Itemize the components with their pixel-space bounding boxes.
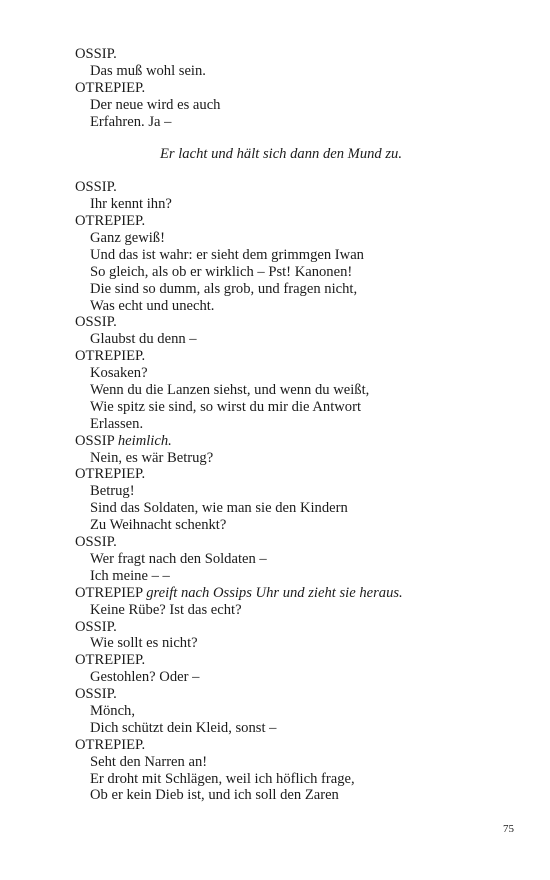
verse-line: Sind das Soldaten, wie man sie den Kindern	[90, 500, 348, 517]
verse-line: Und das ist wahr: er sieht dem grimmgen Iwan	[90, 246, 364, 263]
verse-line: Erfahren. Ja –	[90, 113, 172, 130]
speaker-name: OSSIP.	[75, 686, 117, 703]
speaker-line	[75, 314, 515, 331]
verse-line: Kosaken?	[90, 365, 148, 382]
speaker-line	[75, 652, 515, 669]
verse-line: Er droht mit Schlägen, weil ich höflich frage,	[90, 770, 355, 787]
dialogue-block	[75, 179, 515, 804]
verse-line: So gleich, als ob er wirklich – Pst! Kanonen!	[90, 263, 353, 280]
speaker-line	[75, 585, 515, 602]
speaker-line	[75, 213, 515, 230]
verse-line: Seht den Narren an!	[90, 753, 208, 770]
verse-line: Wenn du die Lanzen siehst, und wenn du weißt,	[90, 382, 370, 399]
verse-line: Wie sollt es nicht?	[90, 635, 198, 652]
speaker-line	[75, 348, 515, 365]
verse-line: Wer fragt nach den Soldaten –	[90, 550, 267, 567]
verse-line: Mönch,	[90, 702, 135, 719]
speaker-name: OTREPIEP.	[75, 736, 146, 753]
speaker-line	[75, 80, 515, 97]
verse-line: Zu Weihnacht schenkt?	[90, 517, 227, 534]
verse-line: Dich schützt dein Kleid, sonst –	[90, 719, 277, 736]
verse-line: Erlassen.	[90, 415, 144, 432]
verse-line: Der neue wird es auch	[90, 96, 221, 113]
speaker-name: OSSIP.	[75, 179, 117, 196]
speaker-line	[75, 737, 515, 754]
verse-line: Keine Rübe? Ist das echt?	[90, 601, 242, 618]
verse-line: Ihr kennt ihn?	[90, 196, 172, 213]
speaker-name: OSSIP.	[75, 46, 117, 62]
speaker-line	[75, 433, 515, 450]
verse-line: Wie spitz sie sind, so wirst du mir die Antwort	[90, 398, 361, 415]
speaker-line	[75, 534, 515, 551]
stage-direction: Er lacht und hält sich dann den Mund zu.	[160, 146, 402, 163]
verse-line: Nein, es wär Betrug?	[90, 449, 214, 466]
verse-line: Was echt und unecht.	[90, 297, 215, 314]
speaker-name: OTREPIEP.	[75, 652, 146, 669]
verse-line: Gestohlen? Oder –	[90, 669, 200, 686]
verse-line: Ganz gewiß!	[90, 230, 165, 247]
verse-line: Glaubst du denn –	[90, 331, 197, 348]
speaker-name: OTREPIEP.	[75, 79, 146, 96]
verse-line: Die sind so dumm, als grob, und fragen nicht,	[90, 280, 358, 297]
verse-line: Betrug!	[90, 483, 135, 500]
speaker-name: OSSIP.	[75, 314, 117, 331]
speaker-name: OTREPIEP.	[75, 466, 146, 483]
speaker-aside: greift nach Ossips Uhr und zieht sie heraus.	[146, 584, 403, 601]
verse-line: Ich meine – –	[90, 567, 170, 584]
speaker-line	[75, 619, 515, 636]
speaker-name: OSSIP	[75, 432, 115, 449]
play-text	[75, 46, 515, 804]
speaker-line	[75, 179, 515, 196]
speaker-name: OTREPIEP.	[75, 348, 146, 365]
speaker-line	[75, 686, 515, 703]
page-number: 75	[503, 823, 514, 835]
verse-line: Ob er kein Dieb ist, und ich soll den Zaren	[90, 787, 339, 804]
dialogue-block	[75, 46, 515, 130]
verse-line: Das muß wohl sein.	[90, 62, 206, 79]
speaker-name: OSSIP.	[75, 618, 117, 635]
speaker-name: OTREPIEP	[75, 584, 143, 601]
speaker-aside: heimlich.	[117, 432, 172, 449]
speaker-name: OTREPIEP.	[75, 213, 146, 230]
speaker-line	[75, 46, 515, 63]
speaker-line	[75, 466, 515, 483]
speaker-name: OSSIP.	[75, 534, 117, 551]
